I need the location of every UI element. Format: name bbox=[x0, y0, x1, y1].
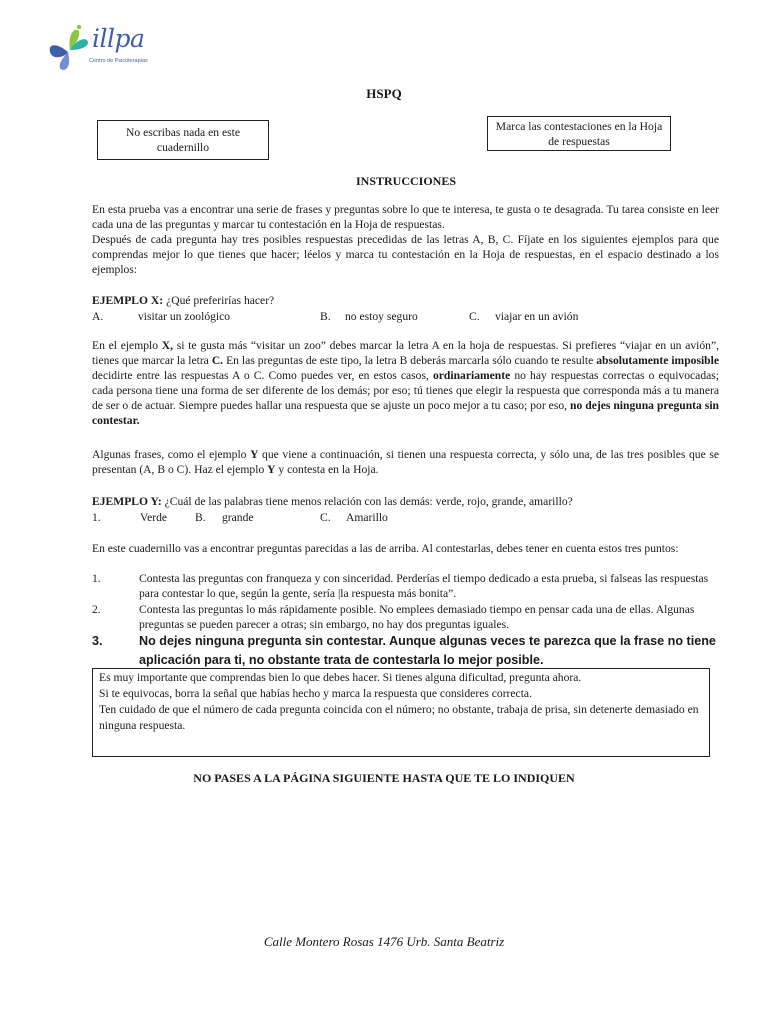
example-y-question bbox=[92, 494, 719, 509]
logo-wordmark: illpa bbox=[92, 24, 145, 53]
page-title: HSPQ bbox=[366, 86, 402, 101]
footer-address: Calle Montero Rosas 1476 Urb. Santa Beatriz bbox=[263, 934, 505, 949]
option-letter: C. bbox=[469, 310, 480, 323]
text-run: Y bbox=[267, 463, 276, 476]
notice-right-text: Marca las contestaciones en la Hoja de respuestas bbox=[495, 119, 663, 148]
example-x-label: EJEMPLO X: bbox=[92, 294, 164, 307]
text-run: En el ejemplo bbox=[92, 339, 162, 352]
list-text: No dejes ninguna pregunta sin contestar. Aunque algunas veces te parezca que la frase no tiene aplicación para ti, no obstante trata de contestarla lo mejor posible. bbox=[139, 634, 716, 667]
text-run: absolutamente imposible bbox=[596, 354, 719, 367]
list-number: 2. bbox=[92, 603, 101, 616]
text-run: Algunas frases, como el ejemplo bbox=[92, 448, 251, 461]
text-run: ordinariamente bbox=[432, 369, 511, 382]
list-number: 3. bbox=[92, 634, 103, 648]
example-y-explanation bbox=[92, 447, 719, 477]
example-y-text: ¿Cuál de las palabras tiene menos relación con las demás: verde, rojo, grande, amarillo? bbox=[161, 495, 573, 508]
note-line: Si te equivocas, borra la señal que habías hecho y marca la respuesta que consideres correcta. bbox=[99, 687, 532, 700]
text-run: X, bbox=[161, 339, 174, 352]
company-logo bbox=[46, 22, 186, 72]
list-text: Contesta las preguntas con franqueza y con sinceridad. Perderías el tiempo dedicado a esta prueba, si falseas las respuestas para contestar lo que, según la gente, sería |la respuesta más bonita”. bbox=[139, 572, 709, 600]
example-y-options bbox=[92, 510, 719, 525]
important-note-box bbox=[92, 668, 710, 757]
intro-paragraph-1: En esta prueba vas a encontrar una serie de frases y preguntas sobre lo que te interesa, te gusta o te desagrada. Tu tarea consiste en leer cada una de las preguntas y marcar tu contestación en la Hoja de respuestas. bbox=[92, 203, 719, 231]
list-item bbox=[92, 632, 719, 670]
option-text: visitar un zoológico bbox=[138, 310, 231, 323]
option-text: Verde bbox=[140, 511, 168, 524]
option-letter: C. bbox=[320, 511, 331, 524]
option-letter: B. bbox=[320, 310, 331, 323]
list-text: Contesta las preguntas lo más rápidamente posible. No emplees demasiado tiempo en pensar cada una de ellas. Algunas preguntas se pueden parecer a otras; sin embargo, no hay dos preguntas iguales. bbox=[139, 603, 695, 631]
text-run: decidirte entre las respuestas A o C. Como puedes ver, en estos casos, bbox=[92, 369, 433, 382]
logo-subtitle: Centro de Psicoterapias bbox=[89, 58, 148, 64]
option-text: no estoy seguro bbox=[345, 310, 418, 323]
example-x-text: ¿Qué preferirías hacer? bbox=[163, 294, 275, 307]
text-run: En las preguntas de este tipo, la letra B deberás marcarla sólo cuando te resulte bbox=[223, 354, 597, 367]
instructions-heading: INSTRUCCIONES bbox=[355, 174, 457, 188]
notice-box-left bbox=[97, 120, 269, 160]
list-item bbox=[92, 602, 719, 632]
final-notice: NO PASES A LA PÁGINA SIGUIENTE HASTA QUE TE LO INDIQUEN bbox=[193, 771, 575, 785]
text-run: si te gusta más “visitar un zoo” debes marcar la letra A en la hoja de respuestas. Si prefieres “viajar en un avión”, tienes que marcar la letra bbox=[92, 339, 719, 367]
option-text: Amarillo bbox=[346, 511, 388, 524]
text-run: no hay respuestas correctas o equivocadas; cada persona tiene una forma de ser diferente de los demás; por eso; tú tienes que elegir la respuesta que corresponda más a tu manera de ser o de actuar. Siempre puedes hallar una respuesta que se ajuste un poco mejor a tu caso; por eso, bbox=[92, 369, 719, 412]
points-intro: En este cuadernillo vas a encontrar preguntas parecidas a las de arriba. Al contestarlas, debes tener en cuenta estos tres puntos: bbox=[92, 542, 679, 555]
note-line: Ten cuidado de que el número de cada pregunta coincida con el número; no obstante, trabaja de prisa, sin detenerte demasiado en ninguna respuesta. bbox=[99, 703, 699, 732]
option-letter: 1. bbox=[92, 511, 101, 524]
text-run: que viene a continuación, si tienen una respuesta correcta, y sólo una, de las tres posibles que se presentan (A, B o C). Haz el ejemplo bbox=[92, 448, 719, 476]
note-line: Es muy importante que comprendas bien lo que debes hacer. Si tienes alguna dificultad, pregunta ahora. bbox=[99, 671, 582, 684]
option-letter: A. bbox=[92, 310, 104, 323]
example-x-question bbox=[92, 293, 719, 308]
list-number: 1. bbox=[92, 572, 101, 585]
option-text: grande bbox=[222, 511, 254, 524]
text-run: y contesta en la Hoja. bbox=[275, 463, 379, 476]
example-x-explanation bbox=[92, 338, 719, 428]
text-run: Y bbox=[250, 448, 259, 461]
option-text: viajar en un avión bbox=[495, 310, 579, 323]
intro-paragraph-2: Después de cada pregunta hay tres posibles respuestas precedidas de las letras A, B, C. Fíjate en los siguientes ejemplos para que comprendas mejor lo que tienes que hacer; léelos y marca tu contestación en la Hoja de respuestas, en el espacio destinado a los ejemplos: bbox=[92, 233, 719, 276]
notice-box-right bbox=[487, 116, 671, 151]
example-y-label: EJEMPLO Y: bbox=[92, 495, 162, 508]
list-item bbox=[92, 571, 719, 601]
text-run: no dejes ninguna pregunta sin contestar. bbox=[92, 399, 719, 427]
butterfly-icon bbox=[46, 22, 96, 72]
text-run: C. bbox=[211, 354, 224, 367]
example-x-options bbox=[92, 309, 719, 324]
option-letter: B. bbox=[195, 511, 206, 524]
notice-left-text: No escribas nada en este cuadernillo bbox=[126, 126, 240, 154]
